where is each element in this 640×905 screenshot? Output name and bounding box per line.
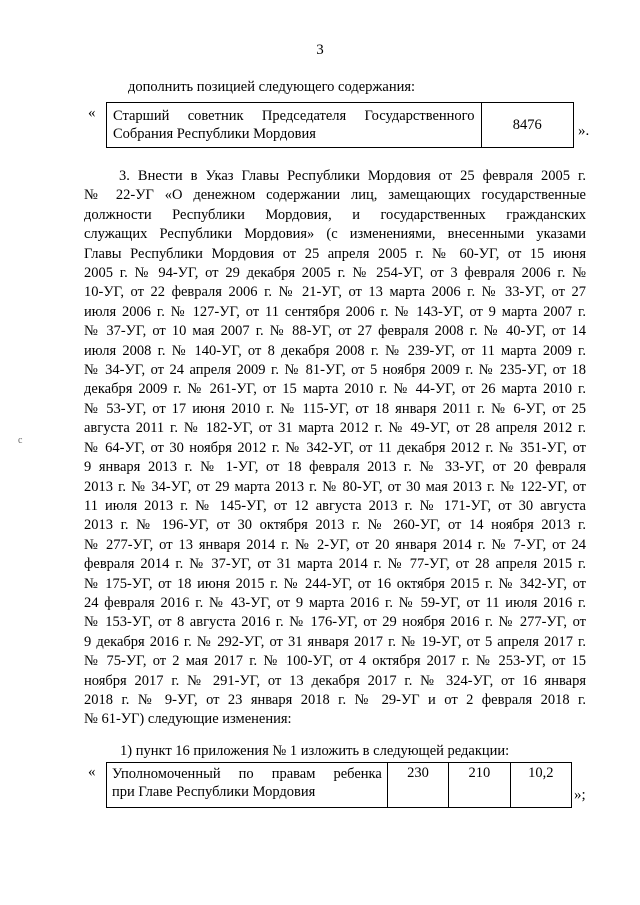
position-name-cell <box>107 103 482 148</box>
paragraph-line: № 75-УГ, от 2 мая 2017 г. № 100-УГ, от 4 октября 2017 г. № 253-УГ, от 15 <box>84 653 586 670</box>
table-row <box>107 763 572 808</box>
paragraph-line: № 61-УГ) следующие изменения: <box>84 711 292 728</box>
paragraph-line: № 37-УГ, от 10 мая 2007 г. № 88-УГ, от 27 февраля 2008 г. № 40-УГ, от 14 <box>84 323 586 340</box>
paragraph-line: февраля 2014 г. № 37-УГ, от 31 марта 2014 г. № 77-УГ, от 28 апреля 2015 г. <box>84 556 586 573</box>
opening-quote: « <box>88 105 96 121</box>
paragraph-line: 9 января 2013 г. № 1-УГ, от 18 февраля 2013 г. № 33-УГ, от 20 февраля <box>84 459 586 476</box>
paragraph-line: 3. Внести в Указ Главы Республики Мордовия от 25 февраля 2005 г. <box>119 168 586 184</box>
paragraph-line: 2013 г. № 196-УГ, от 30 октября 2013 г. № 260-УГ, от 14 ноября 2013 г. <box>84 517 586 534</box>
paragraph-line: № 22-УГ «О денежном содержании лиц, замещающих государственные <box>84 187 586 204</box>
commissioner-table <box>106 762 572 808</box>
closing-quote-2: »; <box>574 787 586 803</box>
closing-quote: ». <box>578 123 590 139</box>
commissioner-name-line: при Главе Республики Мордовия <box>112 784 316 800</box>
paragraph-line: должности Республики Мордовия, и государственных гражданских <box>84 206 586 223</box>
paragraph-line: 10-УГ, от 22 февраля 2006 г. № 21-УГ, от 13 марта 2006 г. № 33-УГ, от 27 <box>84 284 586 301</box>
value-cell-2: 210 <box>449 763 510 808</box>
paragraph-line: № 175-УГ, от 18 июня 2015 г. № 244-УГ, от 16 октября 2015 г. № 342-УГ, от <box>84 575 586 592</box>
paragraph-line: ноября 2017 г. № 291-УГ, от 13 декабря 2017 г. № 324-УГ, от 16 января <box>84 672 586 689</box>
commissioner-name-cell <box>107 763 388 808</box>
opening-quote-2: « <box>88 764 96 780</box>
paragraph-line: 2013 г. № 34-УГ, от 29 марта 2013 г. № 80-УГ, от 30 мая 2013 г. № 122-УГ, от <box>84 478 586 495</box>
salary-value-cell: 8476 <box>481 103 574 148</box>
margin-mark: с <box>18 435 23 446</box>
paragraph-line: № 64-УГ, от 30 ноября 2012 г. № 342-УГ, от 11 декабря 2012 г. № 351-УГ, от <box>84 439 586 456</box>
paragraph-line: 11 июля 2013 г. № 145-УГ, от 12 августа 2013 г. № 171-УГ, от 30 августа <box>84 497 586 514</box>
paragraph-line: августа 2011 г. № 182-УГ, от 31 марта 2012 г. № 49-УГ, от 28 апреля 2012 г. <box>84 420 586 437</box>
paragraph-line: 2018 г. № 9-УГ, от 23 января 2018 г. № 29-УГ и от 2 февраля 2018 г. <box>84 691 586 708</box>
paragraph-line: 2005 г. № 94-УГ, от 29 декабря 2005 г. № 254-УГ, от 3 февраля 2006 г. № <box>84 265 586 282</box>
paragraph-line: декабря 2009 г. № 261-УГ, от 15 марта 2010 г. № 44-УГ, от 26 марта 2010 г. <box>84 381 586 398</box>
position-name-line: Собрания Республики Мордовия <box>113 126 316 142</box>
paragraph-line: Главы Республики Мордовия от 25 апреля 2005 г. № 60-УГ, от 15 июня <box>84 245 586 262</box>
paragraph-line: № 53-УГ, от 17 июня 2010 г. № 115-УГ, от 18 января 2011 г. № 6-УГ, от 25 <box>84 400 586 417</box>
item-1: 1) пункт 16 приложения № 1 изложить в следующей редакции: <box>120 743 510 759</box>
intro-line: дополнить позицией следующего содержания: <box>128 79 416 95</box>
paragraph-line: служащих Республики Мордовия» (с изменениями, внесенными указами <box>84 226 586 243</box>
paragraph-line: № 34-УГ, от 24 апреля 2009 г. № 81-УГ, от 5 ноября 2009 г. № 235-УГ, от 18 <box>84 362 586 379</box>
position-name-line: Старший советник Председателя Государственного <box>113 108 475 124</box>
commissioner-name-line: Уполномоченный по правам ребенка <box>112 766 382 782</box>
paragraph-line: 24 февраля 2016 г. № 43-УГ, от 9 марта 2016 г. № 59-УГ, от 11 июля 2016 г. <box>84 594 586 611</box>
page-number: 3 <box>316 42 324 58</box>
value-cell-1: 230 <box>387 763 448 808</box>
paragraph-line: 9 декабря 2016 г. № 292-УГ, от 31 января 2017 г. № 19-УГ, от 5 апреля 2017 г. <box>84 633 586 650</box>
value-cell-3: 10,2 <box>510 763 571 808</box>
table-row <box>107 103 574 148</box>
paragraph-line: июля 2006 г. № 127-УГ, от 11 сентября 2006 г. № 143-УГ, от 9 марта 2007 г. <box>84 303 586 320</box>
paragraph-3 <box>84 167 586 730</box>
paragraph-line: № 153-УГ, от 8 августа 2016 г. № 176-УГ, от 29 ноября 2016 г. № 277-УГ, от <box>84 614 586 631</box>
paragraph-line: июля 2008 г. № 140-УГ, от 8 декабря 2008 г. № 239-УГ, от 11 марта 2009 г. <box>84 342 586 359</box>
paragraph-line: № 277-УГ, от 13 января 2014 г. № 2-УГ, от 20 января 2014 г. № 7-УГ, от 24 <box>84 536 586 553</box>
position-table <box>106 102 574 148</box>
